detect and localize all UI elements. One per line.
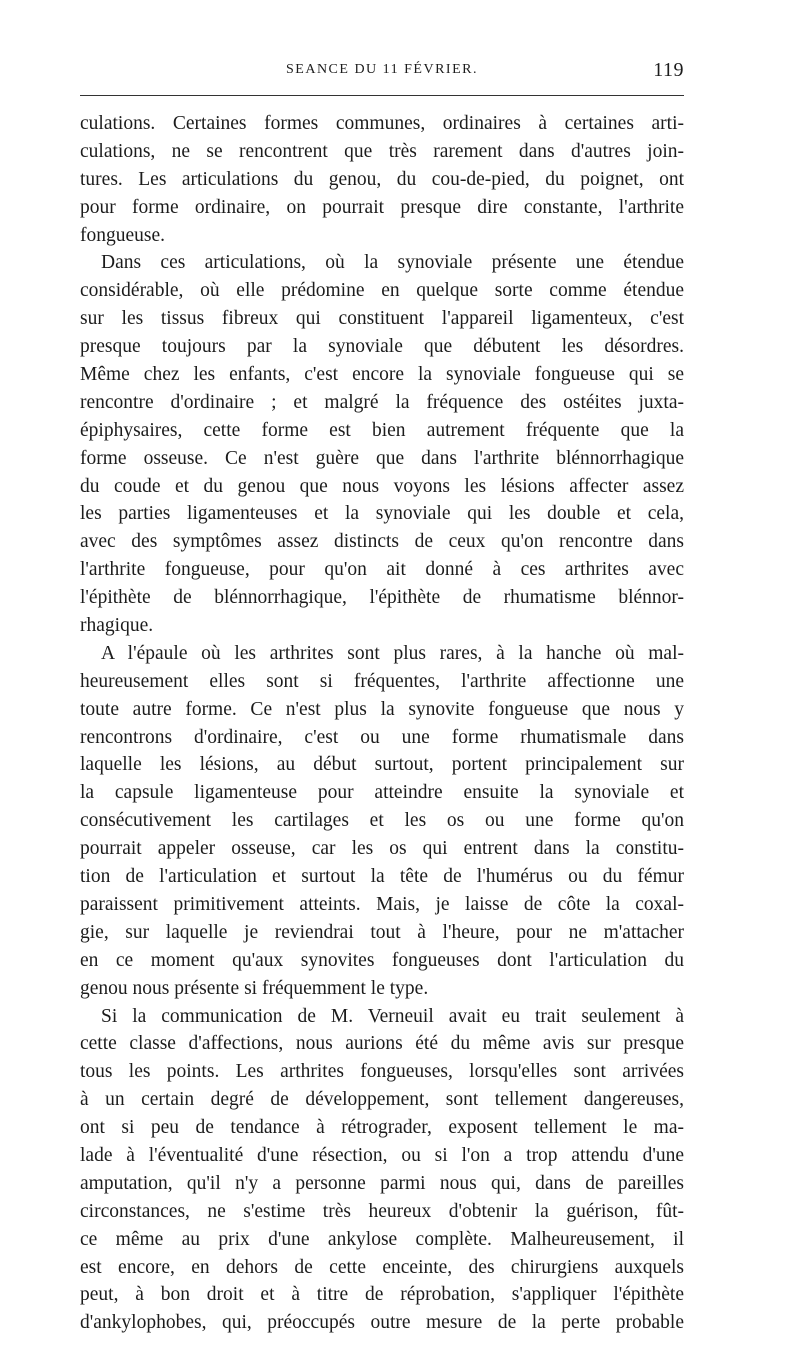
text-line: tures. Les articulations du genou, du cou-de-pied, du poignet, ont: [80, 168, 684, 190]
text-line: pourrait appeler osseuse, car les os qui entrent dans la constitu-: [80, 838, 684, 860]
text-line: toute autre forme. Ce n'est plus la synovite fongueuse que nous y: [80, 698, 684, 720]
text-line: d'ankylophobes, qui, préoccupés outre mesure de la perte probable: [80, 1312, 684, 1334]
text-line: du coude et du genou que nous voyons les lésions affecter assez: [80, 475, 684, 497]
paragraph-first-line: A l'épaule où les arthrites sont plus rares, à la hanche où mal-: [101, 642, 684, 664]
text-line: l'arthrite fongueuse, pour qu'on ait donné à ces arthrites avec: [80, 559, 684, 581]
text-line: culations, ne se rencontrent que très rarement dans d'autres join-: [80, 140, 684, 162]
text-line: circonstances, ne s'estime très heureux d'obtenir la guérison, fût-: [80, 1200, 684, 1222]
text-line: cette classe d'affections, nous aurions été du même avis sur presque: [80, 1033, 684, 1055]
text-line: ce même au prix d'une ankylose complète. Malheureusement, il: [80, 1228, 684, 1250]
text-line: rencontre d'ordinaire ; et malgré la fréquence des ostéites juxta-: [80, 391, 684, 413]
text-line: tion de l'articulation et surtout la tête de l'humérus ou du fémur: [80, 866, 684, 888]
text-line: rhagique.: [80, 615, 154, 637]
text-line: ont si peu de tendance à rétrograder, exposent tellement le ma-: [80, 1117, 684, 1139]
text-line: la capsule ligamenteuse pour atteindre ensuite la synoviale et: [80, 782, 684, 804]
header-rule: [80, 95, 684, 96]
text-line: épiphysaires, cette forme est bien autrement fréquente que la: [80, 419, 684, 441]
text-line: les parties ligamenteuses et la synoviale qui les double et cela,: [80, 503, 684, 525]
body-text: [80, 110, 684, 1337]
text-line: lade à l'éventualité d'une résection, ou si l'on a trop attendu d'une: [80, 1144, 684, 1166]
text-line: l'épithète de blénnorrhagique, l'épithète de rhumatisme blénnor-: [80, 587, 684, 609]
text-line: consécutivement les cartilages et les os ou une forme qu'on: [80, 810, 684, 832]
text-line: en ce moment qu'aux synovites fongueuses dont l'articulation du: [80, 949, 684, 971]
text-line: paraissent primitivement atteints. Mais, je laisse de côte la coxal-: [80, 893, 684, 915]
text-line: considérable, où elle prédomine en quelque sorte comme étendue: [80, 280, 684, 302]
text-line: culations. Certaines formes communes, ordinaires à certaines arti-: [80, 113, 684, 134]
text-line: fongueuse.: [80, 224, 166, 246]
paragraph-first-line: Si la communication de M. Verneuil avait eu trait seulement à: [101, 1005, 684, 1027]
text-line: presque toujours par la synoviale que débutent les désordres.: [80, 336, 684, 358]
page-number: 119: [653, 59, 684, 81]
text-line: genou nous présente si fréquemment le type.: [80, 977, 429, 999]
paragraph-first-line: Dans ces articulations, où la synoviale présente une étendue: [101, 252, 684, 274]
text-line: à un certain degré de développement, sont tellement dangereuses,: [80, 1089, 684, 1111]
running-head: [80, 60, 684, 86]
text-line: Même chez les enfants, c'est encore la synoviale fongueuse qui se: [80, 364, 684, 386]
running-title: SEANCE DU 11 FÉVRIER.: [286, 62, 478, 77]
text-line: tous les points. Les arthrites fongueuses, lorsqu'elles sont arrivées: [80, 1061, 684, 1083]
text-line: gie, sur laquelle je reviendrai tout à l'heure, pour ne m'attacher: [80, 921, 684, 943]
text-line: peut, à bon droit et à titre de réprobation, s'appliquer l'épithète: [80, 1284, 684, 1306]
text-line: sur les tissus fibreux qui constituent l'appareil ligamenteux, c'est: [80, 308, 684, 330]
text-line: amputation, qu'il n'y a personne parmi nous qui, dans de pareilles: [80, 1172, 684, 1194]
text-line: forme osseuse. Ce n'est guère que dans l'arthrite blénnorrhagique: [80, 447, 684, 469]
text-line: heureusement elles sont si fréquentes, l'arthrite affectionne une: [80, 670, 684, 692]
text-line: est encore, en dehors de cette enceinte, des chirurgiens auxquels: [80, 1256, 684, 1278]
text-line: pour forme ordinaire, on pourrait presque dire constante, l'arthrite: [80, 196, 684, 218]
text-line: laquelle les lésions, au début surtout, portent principalement sur: [80, 754, 684, 776]
text-line: rencontrons d'ordinaire, c'est ou une forme rhumatismale dans: [80, 726, 684, 748]
text-line: avec des symptômes assez distincts de ceux qu'on rencontre dans: [80, 531, 684, 553]
